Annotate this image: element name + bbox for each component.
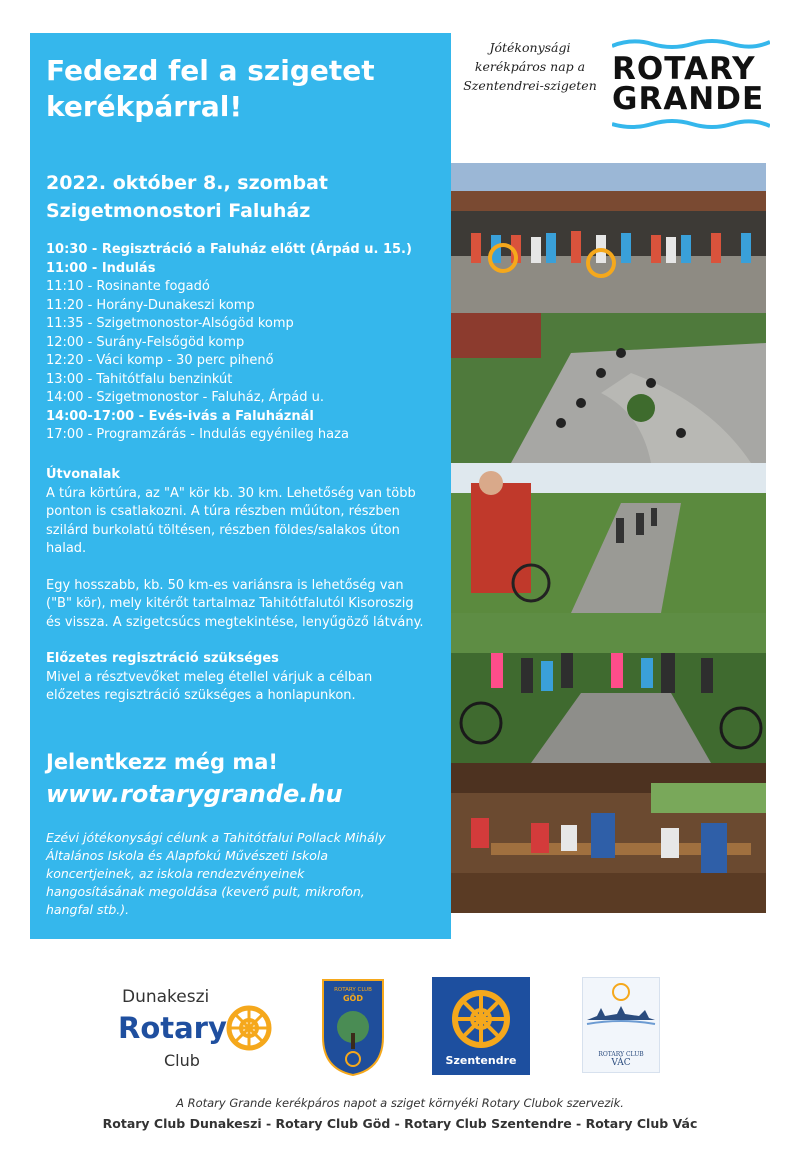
brand-word-2: GRANDE [612, 81, 765, 117]
szentendre-logo [432, 977, 530, 1075]
venue-line: Szigetmonostori Faluház [46, 200, 311, 222]
rotary-wheel-icon [432, 977, 530, 1055]
wave-top-icon [612, 38, 770, 50]
photo-rest-stop [451, 613, 766, 763]
dunakeszi-logo [118, 987, 268, 1070]
vac-logo-line2: VÁC [611, 1058, 631, 1068]
date-line: 2022. október 8., szombat [46, 172, 329, 194]
schedule-item: 10:30 - Regisztráció a Faluház előtt (Árpád u. 15.) [46, 242, 412, 257]
schedule [46, 241, 441, 445]
headline [46, 53, 436, 125]
tagline-line: Jótékonysági [489, 40, 571, 55]
charity-goal-text: Ezévi jótékonysági célunk a Tahitótfalui Pollack Mihály Általános Iskola és Alapfokú Művészeti Iskola koncertjeinek, az iskola rendezvényeinek hangosításának megoldása (keverő pult, mikrofon, hangfal stb.). [46, 830, 386, 917]
photo-lunch-pavilion [451, 763, 766, 913]
god-logo-text1: ROTARY CLUB [334, 987, 372, 993]
schedule-item: 11:35 - Szigetmonostor-Alsógöd komp [46, 316, 294, 331]
club-logos [0, 975, 800, 1075]
tagline [455, 38, 605, 95]
rotary-wheel-icon [226, 1005, 272, 1051]
schedule-item: 17:00 - Programzárás - Indulás egyénileg haza [46, 427, 349, 442]
vac-skyline-icon [583, 978, 659, 1038]
organizer-note: A Rotary Grande kerékpáros napot a sziget környéki Rotary Clubok szervezik. [176, 1096, 624, 1110]
schedule-item: 12:20 - Váci komp - 30 perc pihenő [46, 353, 274, 368]
photo-column [451, 163, 766, 913]
club-list: Rotary Club Dunakeszi - Rotary Club Göd - Rotary Club Szentendre - Rotary Club Vác [102, 1116, 698, 1131]
dunakeszi-logo-line1: Dunakeszi [122, 987, 210, 1007]
headline-line-1: Fedezd fel a szigetet [46, 54, 375, 87]
registration-heading: Előzetes regisztráció szükséges [46, 651, 279, 666]
website-link[interactable]: www.rotarygrande.hu [46, 780, 343, 808]
god-club-logo [320, 977, 386, 1077]
brand-word-1: ROTARY [612, 51, 756, 87]
schedule-item: 13:00 - Tahitótfalu benzinkút [46, 371, 233, 387]
schedule-item: 11:20 - Horány-Dunakeszi komp [46, 297, 255, 313]
schedule-item: 12:00 - Surány-Felsőgöd komp [46, 334, 245, 350]
headline-line-2: kerékpárral! [46, 90, 243, 123]
dunakeszi-logo-line3: Club [164, 1051, 200, 1070]
call-to-action: Jelentkezz még ma! [46, 750, 278, 774]
vac-logo [582, 977, 660, 1073]
schedule-item: 14:00 - Szigetmonostor - Faluház, Árpád u. [46, 390, 324, 405]
tagline-line: Szentendrei-szigeten [463, 78, 597, 93]
szentendre-label: Szentendre [445, 1054, 517, 1067]
event-date [46, 169, 436, 225]
tagline-line: kerékpáros nap a [474, 59, 586, 74]
registration-text: Mivel a résztvevőket meleg étellel várjuk a célban előzetes regisztráció szükséges a honlapunkon. [46, 669, 373, 703]
dunakeszi-logo-line2: Rotary [118, 1011, 227, 1045]
wave-bottom-icon [612, 118, 770, 130]
routes-heading: Útvonalak [46, 467, 121, 482]
routes-paragraph-1: A túra körtúra, az "A" kör kb. 30 km. Lehetőség van több ponton is csatlakozni. A túra részben műúton, részben szilárd burkolatú töltésen, részben földes/salakos úton halad. [46, 485, 416, 556]
vac-logo-line1: ROTARY CLUB [598, 1051, 644, 1058]
routes-section [46, 466, 426, 706]
rotary-grande-logo [612, 38, 770, 134]
routes-paragraph-2: Egy hosszabb, kb. 50 km-es variánsra is lehetőség van ("B" kör), mely kitérőt tartalmaz Tahitótfalutól Kisoroszig és vissza. A szigetcsúcs megtekintése, lenyűgöző látvány. [46, 577, 424, 630]
schedule-item: 11:10 - Rosinante fogadó [46, 279, 210, 294]
photo-embankment-ride [451, 463, 766, 613]
photo-road-cyclists [451, 313, 766, 463]
info-panel [30, 33, 451, 939]
photo-group-shot [451, 163, 766, 313]
god-logo-text2: GÖD [342, 994, 364, 1003]
schedule-item: 11:00 - Indulás [46, 260, 156, 276]
schedule-item: 14:00-17:00 - Evés-ivás a Faluháznál [46, 408, 314, 424]
